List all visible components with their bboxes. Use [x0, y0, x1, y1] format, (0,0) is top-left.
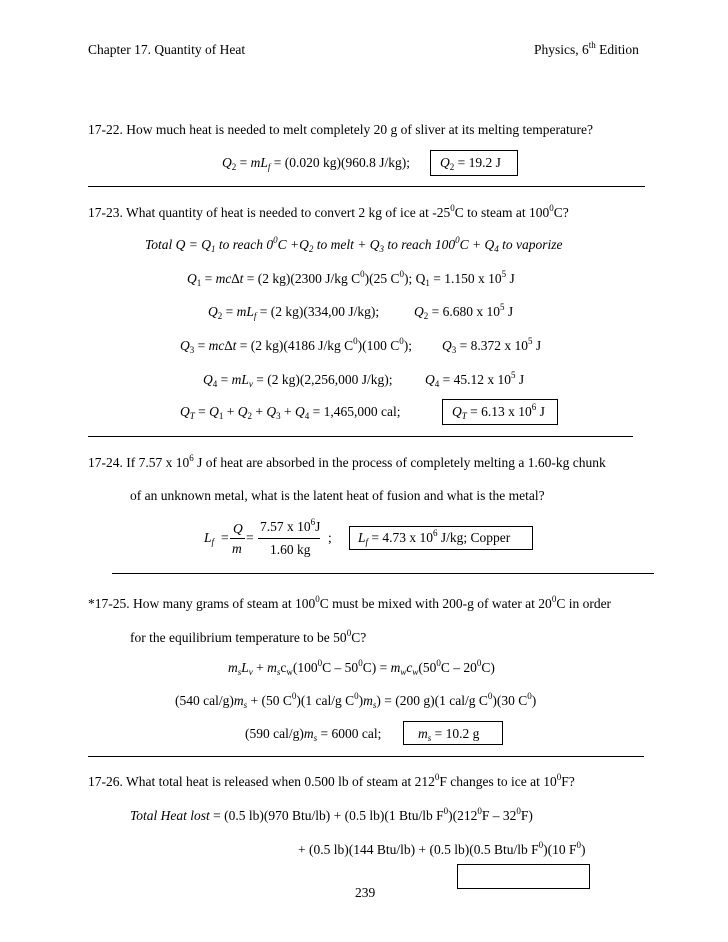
problem-17-26-line2: + (0.5 lb)(144 Btu/lb) + (0.5 lb)(0.5 Btu/lb $F^0)(10$ $F^0$) — [298, 840, 586, 857]
fraction-denominator: 1.60 kg — [270, 542, 311, 557]
problem-17-25-answer: $m_s = 10.2$ g — [418, 726, 480, 743]
problem-17-24-question: 17-24. If 7.57 x $10^6$ J of heat are absorbed in the process of completely melting a 1.60-kg chunk — [88, 453, 606, 470]
separator-rule — [112, 573, 654, 574]
problem-17-22-question: 17-22. How much heat is needed to melt completely 20 g of sliver at its melting temperature? — [88, 122, 593, 137]
latent-heat-symbol: $L_f$ — [204, 530, 215, 547]
chapter-header: Chapter 17. Quantity of Heat — [88, 42, 246, 57]
problem-17-23-q2-result: $Q_2 = 6.680$ x $10^5$ J — [414, 302, 514, 321]
problem-17-24-question-cont: of an unknown metal, what is the latent heat of fusion and what is the metal? — [130, 488, 545, 503]
fraction-bar — [258, 538, 320, 539]
problem-17-25-question: *17-25. How many grams of steam at $100^0C$ must be mixed with 200-g of water at $20^0C$ in order — [88, 594, 612, 611]
book-header: Physics, 6th Edition — [534, 40, 639, 57]
problem-17-23-question: 17-23. What quantity of heat is needed to convert 2 kg of ice at $-25^0C$ to steam at $100^0C$? — [88, 203, 569, 220]
answer-box-empty — [457, 864, 590, 889]
equals-sign: = — [246, 530, 254, 545]
problem-17-22-equation: $Q_2 = mL_f = (0.020$ kg)(960.8 J/kg); — [222, 155, 411, 172]
problem-17-23-answer: $Q_T = 6.13$ x $10^6$ J — [452, 402, 545, 421]
problem-17-23-plan: Total $Q = Q_1$ to reach $0^0C +Q_2$ to melt + $Q_3$ to reach $100^0C + Q_4$ to vaporize — [145, 235, 563, 254]
problem-17-23-total: $Q_T = Q_1 + Q_2 + Q_3 + Q_4 = 1,465,000$ cal; — [180, 404, 401, 421]
problem-17-26-line1: Total Heat lost = (0.5 lb)(970 Btu/lb) + (0.5 lb)(1 Btu/lb $F^0)(212^0F - 32^0F)$ — [130, 806, 533, 823]
separator-rule — [88, 186, 645, 187]
semicolon: ; — [328, 530, 332, 545]
problem-17-23-q3-result: $Q_3 = 8.372$ x $10^5$ J — [442, 336, 542, 355]
problem-17-23-q2: $Q_2 = mL_f = (2$ kg)(334,00 J/kg); — [208, 304, 380, 321]
problem-17-23-q3: $Q_3 = mc\Delta t = (2$ kg)(4186 J/kg $C^0)(100$ $C^0$); — [180, 336, 412, 355]
equals-sign: = — [221, 530, 229, 545]
problem-17-23-q4: $Q_4 = mL_v = (2$ kg)(2,256,000 J/kg); — [203, 372, 393, 389]
separator-rule — [88, 756, 644, 757]
fraction-bar — [230, 538, 245, 539]
problem-17-25-question-cont: for the equilibrium temperature to be $50^0C$? — [130, 628, 367, 645]
fraction-numerator: 7.57 x $10^6J$ — [260, 517, 321, 534]
fraction-m: m — [232, 541, 242, 556]
problem-17-24-answer: $L_f = 4.73$ x $10^6$ J/kg; Copper — [358, 528, 511, 547]
problem-17-23-q4-result: $Q_4 = 45.12$ x $10^5$ J — [425, 370, 525, 389]
separator-rule — [88, 436, 633, 437]
problem-17-25-substitution: (540 cal/$g)m_s + (50$ $C^0)(1$ cal/g $C^0)m_s) = (200$ g)(1 cal/g $C^0)(30$ $C^0$) — [175, 691, 537, 710]
problem-17-25-solve: (590 cal/$g)m_s = 6000$ cal; — [245, 726, 382, 743]
problem-17-26-question: 17-26. What total heat is released when 0.500 lb of steam at $212^0F$ changes to ice at $10^0F$? — [88, 772, 575, 789]
problem-17-23-q1: $Q_1 = mc\Delta t = (2$ kg)(2300 J/kg $C^0)(25$ $C^0$); $Q_1 = 1.150$ x $10^5$ J — [187, 269, 515, 288]
problem-17-22-answer: $Q_2 = 19.2$ J — [440, 155, 501, 172]
problem-17-25-balance: $m_sL_v + m_sc_w(100^0C - 50^0C) = m_wc_w(50^0C - 20^0C)$ — [228, 658, 495, 677]
page-number: 239 — [355, 885, 376, 900]
fraction-q: Q — [233, 521, 243, 536]
